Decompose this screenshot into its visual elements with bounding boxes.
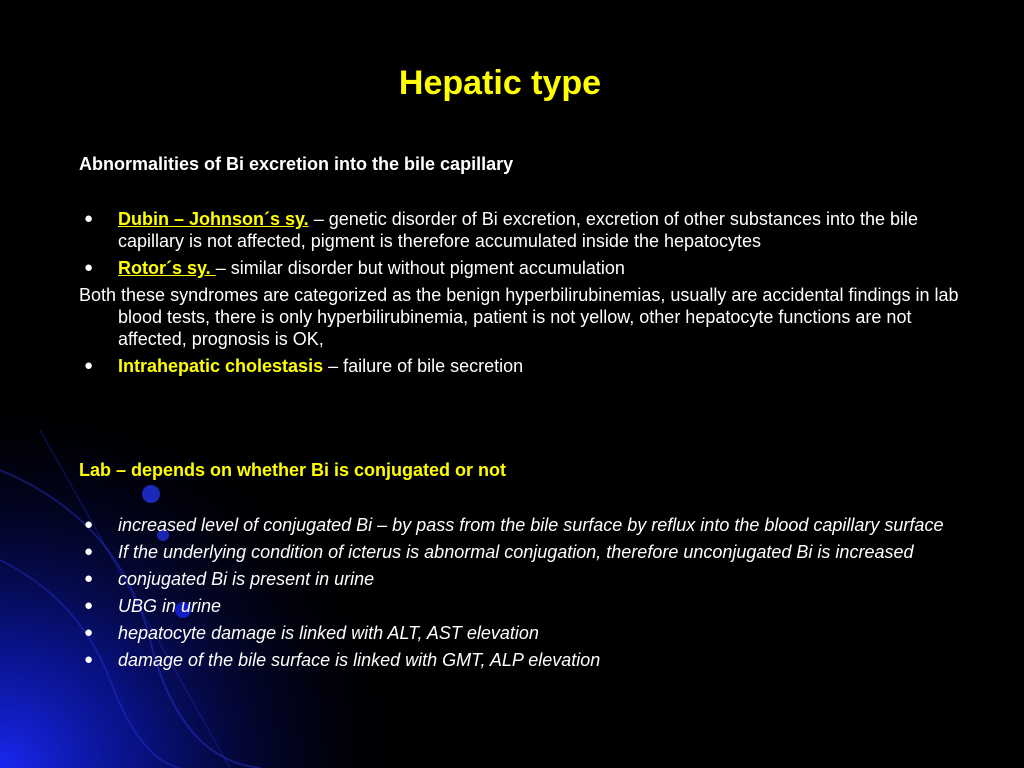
section-heading-lab: Lab – depends on whether Bi is conjugated or not (79, 460, 507, 480)
bullet-icon: ● (84, 543, 94, 560)
bullet-icon: ● (84, 597, 94, 614)
item-text: – similar disorder but without pigment accumulation (215, 258, 625, 278)
list-item (79, 649, 979, 671)
list-item-rotor (79, 257, 979, 279)
bullet-icon: ● (84, 651, 94, 668)
list-item (79, 514, 979, 536)
section-lab-list (79, 514, 979, 676)
section-heading-abnormalities: Abnormalities of Bi excretion into the bile capillary (79, 154, 514, 174)
slide-title: Hepatic type (398, 64, 602, 102)
list-item-dubin-johnson (79, 208, 979, 252)
list-item (79, 595, 979, 617)
bullet-icon: ● (84, 259, 94, 276)
item-text: damage of the bile surface is linked with GMT, ALP elevation (118, 650, 601, 670)
item-text: – failure of bile secretion (323, 356, 524, 376)
bullet-icon: ● (84, 357, 94, 374)
item-text: conjugated Bi is present in urine (118, 569, 375, 589)
bullet-icon: ● (84, 570, 94, 587)
list-item-intrahepatic-cholestasis (79, 355, 979, 377)
item-text: UBG in urine (118, 596, 222, 616)
bullet-icon: ● (84, 210, 94, 227)
term-rotor: Rotor´s sy. (118, 258, 216, 278)
bullet-icon: ● (84, 624, 94, 641)
section-abnormalities-list (79, 208, 979, 382)
list-item (79, 541, 979, 563)
list-item (79, 568, 979, 590)
item-text: – genetic disorder of Bi excretion, excretion of other substances into the bile capillary is not affected, pigment is therefore accumulated inside the hepatocytes (118, 209, 919, 251)
bullet-icon: ● (84, 516, 94, 533)
item-text: increased level of conjugated Bi – by pass from the bile surface by reflux into the blood capillary surface (118, 515, 944, 535)
term-intrahepatic-cholestasis: Intrahepatic cholestasis (118, 356, 324, 376)
item-text: If the underlying condition of icterus is abnormal conjugation, therefore unconjugated Bi is increased (118, 542, 914, 562)
paragraph-benign-syndromes: Both these syndromes are categorized as the benign hyperbilirubinemias, usually are accidental findings in lab blood tests, there is only hyperbilirubinemia, patient is not yellow, other hepatocyte functions are not affected, prognosis is OK, (79, 285, 959, 349)
term-dubin-johnson: Dubin – Johnson´s sy. (118, 209, 309, 229)
list-item (79, 622, 979, 644)
item-text: hepatocyte damage is linked with ALT, AST elevation (118, 623, 539, 643)
